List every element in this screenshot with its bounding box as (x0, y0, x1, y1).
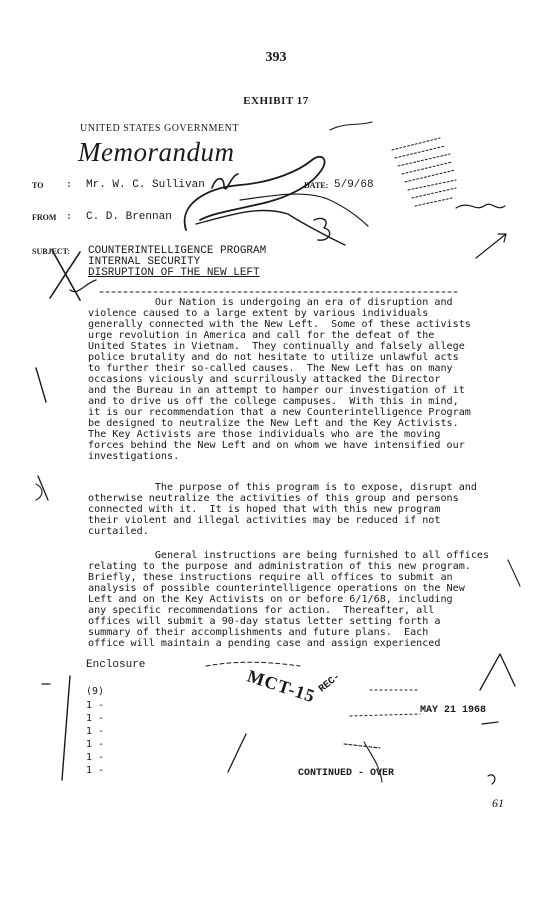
top-squiggle (330, 122, 372, 130)
body-line: Briefly, these instructions require all offices to submit an (88, 572, 453, 583)
diagonal-mark (228, 734, 246, 772)
body-line: Our Nation is undergoing an era of disruption and (88, 297, 453, 308)
initials-mark (212, 174, 238, 189)
date-value: 5/9/68 (334, 179, 374, 191)
margin-stroke (508, 560, 520, 586)
subject-line: COUNTERINTELLIGENCE PROGRAM (88, 245, 267, 257)
body-line: General instructions are being furnished to all offices (88, 550, 490, 561)
body-line: to further their so-called causes. The New Left has on many (88, 363, 453, 374)
arrow-mark (476, 234, 506, 258)
body-line: occasions viciously and scurrilously attacked the Director (88, 374, 441, 385)
body-line: The purpose of this program is to expose, disrupt and (88, 482, 477, 493)
from-value: C. D. Brennan (86, 211, 172, 223)
body-line: analysis of possible counterintelligence operations on the New (88, 583, 465, 594)
mct-stamp: MCT-15 (244, 665, 318, 707)
bottom-bracket (62, 676, 70, 780)
subject-line: DISRUPTION OF THE NEW LEFT (88, 267, 260, 279)
enclosure-label: Enclosure (86, 659, 146, 671)
to-colon: : (66, 179, 73, 190)
body-line: summary of their accomplishments and future plans. Each (88, 627, 429, 638)
x-mark (50, 250, 80, 300)
body-line: otherwise neutralize the activities of this group and persons (88, 493, 459, 504)
distribution-item: 1 - (86, 765, 105, 776)
body-line: curtailed. (88, 526, 149, 537)
handwritten-three (314, 218, 330, 240)
distribution-item: (9) (86, 686, 105, 697)
subject-line: INTERNAL SECURITY (88, 256, 201, 268)
memo-title: Memorandum (78, 137, 235, 167)
date-label: DATE: (304, 181, 329, 190)
from-colon: : (66, 211, 73, 222)
date-stamp: MAY 21 1968 (420, 705, 487, 716)
body-line: offices will submit a 90-day status letter setting forth a (88, 616, 441, 627)
to-value: Mr. W. C. Sullivan (86, 179, 205, 191)
subject-label: SUBJECT: (32, 247, 71, 256)
margin-slash (36, 368, 46, 402)
body-line: it is our recommendation that a new Counterintelligence Program (88, 407, 471, 418)
to-label: TO (32, 181, 44, 190)
body-line: Left and on the Key Activists on or before 6/1/68, including (88, 594, 453, 605)
shading-scribble (392, 138, 456, 206)
body-line: forces behind the New Left and on whom we have intensified our (88, 440, 465, 451)
body-line: office will maintain a pending case and assign experienced (88, 638, 441, 649)
body-line: their violent and illegal activities may be reduced if not (88, 515, 441, 526)
bottom-right-marks (482, 722, 498, 724)
squiggle-mark (456, 204, 505, 208)
stamp-smudge (344, 744, 380, 748)
margin-arc (36, 484, 42, 500)
body-line: relating to the purpose and administration of this new program. (88, 561, 471, 572)
handwritten-number: 61 (492, 796, 504, 810)
body-line: urge revolution in America and call for the defeat of the (88, 330, 435, 341)
body-line: and to drive us off the college campuses. With this in mind, (88, 396, 459, 407)
page-number: 393 (265, 50, 287, 65)
body-line: United States in Vietnam. They continually and falsely allege (88, 341, 465, 352)
checkmark (70, 280, 96, 292)
body-line: investigations. (88, 451, 180, 462)
body-line: violence caused to a large extent by various individuals (88, 308, 429, 319)
body-line: The Key Activists are those individuals who are the moving (88, 429, 441, 440)
body-line: any specific recommendations for action. Thereafter, all (88, 605, 435, 616)
distribution-item: 1 - (86, 739, 105, 750)
handwritten-tick (488, 775, 495, 784)
margin-slash (38, 476, 48, 500)
from-label: FROM (32, 213, 57, 222)
bottom-right-marks (480, 654, 515, 690)
signature-stroke (240, 194, 368, 226)
exhibit-label: EXHIBIT 17 (243, 95, 309, 107)
distribution-item: 1 - (86, 713, 105, 724)
stamp-smudge (350, 714, 420, 716)
rec-stamp: REC- (317, 671, 343, 696)
distribution-item: 1 - (86, 726, 105, 737)
body-line: generally connected with the New Left. Some of these activists (88, 319, 471, 330)
body-line: connected with it. It is hoped that with this new program (88, 504, 441, 515)
body-line: police brutality and do not hesitate to utilize unlawful acts (88, 352, 459, 363)
continued-label: CONTINUED - OVER (298, 768, 395, 779)
body-line: be designed to neutralize the New Left and the Key Activists. (88, 418, 459, 429)
letterhead: UNITED STATES GOVERNMENT (80, 123, 239, 134)
body-line: and the Bureau in an attempt to hamper our investigation of it (88, 385, 465, 396)
signature-tail (196, 210, 345, 245)
distribution-item: 1 - (86, 752, 105, 763)
distribution-item: 1 - (86, 700, 105, 711)
